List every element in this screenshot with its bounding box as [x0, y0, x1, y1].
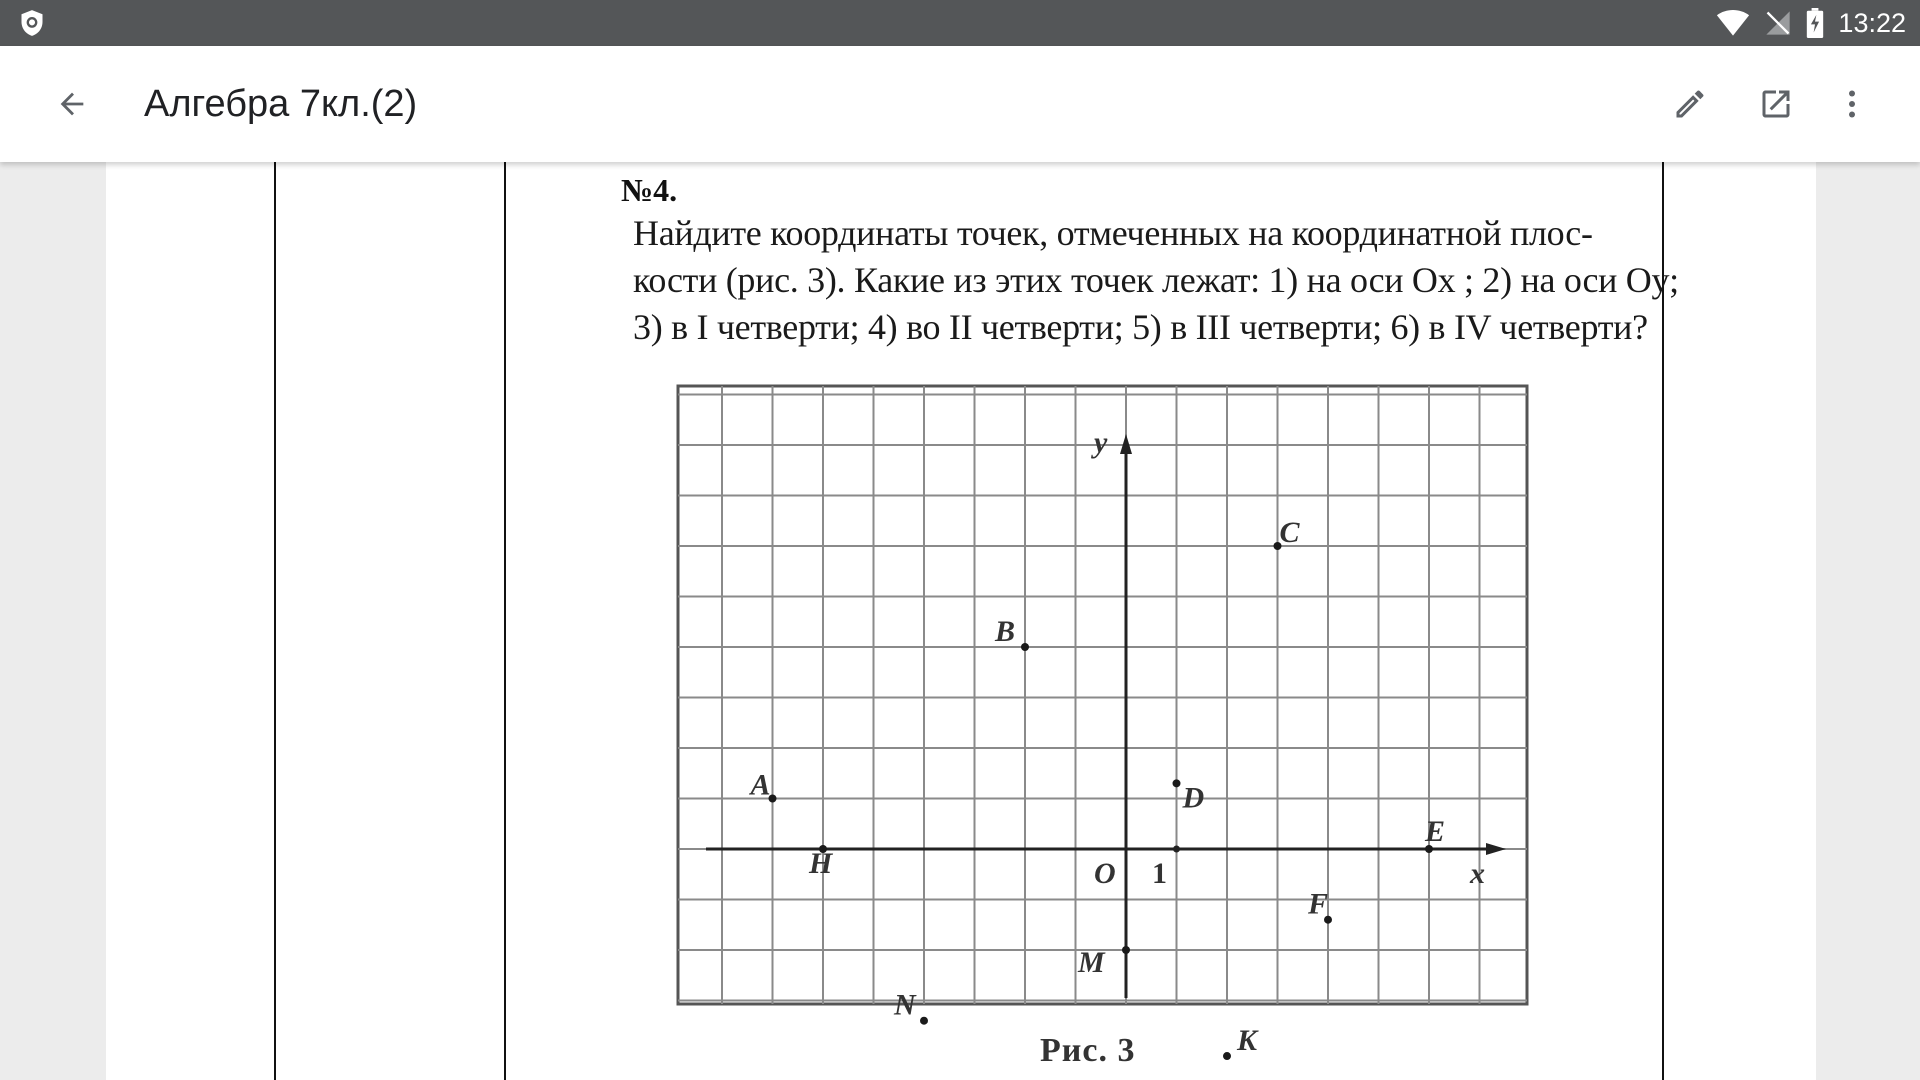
- status-bar: [0, 0, 1920, 46]
- axes: [706, 426, 1506, 998]
- back-button[interactable]: [44, 76, 100, 132]
- page-border-left: [274, 162, 276, 1080]
- wifi-icon: [1716, 9, 1750, 37]
- point-b: [1021, 643, 1029, 651]
- point-m: [1122, 946, 1130, 954]
- grid-border: [678, 386, 1527, 1004]
- problem-line: 3) в I четверти; 4) во II четверти; 5) в III четверти; 6) в IV четверти?: [633, 307, 1648, 347]
- origin-label: O: [1094, 857, 1116, 890]
- no-signal-icon: [1764, 9, 1792, 37]
- more-vert-icon: [1834, 86, 1870, 122]
- point-label-b: B: [995, 615, 1016, 648]
- point-d: [1173, 779, 1181, 787]
- document-viewer[interactable]: [0, 162, 1920, 1080]
- status-icons: [1716, 0, 1906, 46]
- point-k: [1223, 1052, 1231, 1060]
- problem-line: кости (рис. 3). Какие из этих точек лежат: 1) на оси Ox ; 2) на оси Oy;: [633, 260, 1679, 300]
- points: [749, 516, 1446, 1060]
- arrow-back-icon: [55, 87, 89, 121]
- grid: [678, 386, 1527, 1004]
- y-axis-label: y: [1094, 426, 1108, 459]
- unit-tick: [1173, 846, 1180, 853]
- document-page: [106, 162, 1816, 1080]
- more-options-button[interactable]: [1824, 76, 1880, 132]
- open-external-button[interactable]: [1748, 76, 1804, 132]
- app-bar: [0, 46, 1920, 162]
- point-label-e: E: [1425, 815, 1446, 848]
- shield-icon: [18, 9, 46, 37]
- point-label-h: H: [809, 847, 833, 880]
- point-n: [920, 1017, 928, 1025]
- battery-charging-icon: [1806, 8, 1824, 38]
- point-label-n: N: [894, 988, 916, 1022]
- problem-number: №4.: [621, 172, 678, 208]
- x-axis-label: x: [1470, 857, 1485, 890]
- document-title: Алгебра 7кл.(2): [144, 83, 418, 125]
- point-label-m: M: [1078, 946, 1105, 979]
- edit-button[interactable]: [1662, 76, 1718, 132]
- page-border-inner: [504, 162, 506, 1080]
- unit-label: 1: [1152, 857, 1167, 890]
- point-label-k: K: [1237, 1024, 1258, 1058]
- problem-line: Найдите координаты точек, отмеченных на координатной плос-: [633, 213, 1593, 253]
- x-axis-arrow: [1486, 843, 1506, 855]
- status-time: 13:22: [1838, 7, 1906, 38]
- point-label-c: C: [1279, 516, 1300, 549]
- edit-pencil-icon: [1672, 86, 1708, 122]
- open-external-icon: [1758, 86, 1794, 122]
- point-label-a: A: [750, 768, 771, 802]
- problem-text: [633, 210, 1693, 351]
- figure-caption: Рис. 3: [1040, 1032, 1136, 1069]
- point-label-f: F: [1308, 887, 1329, 921]
- point-label-d: D: [1182, 781, 1205, 815]
